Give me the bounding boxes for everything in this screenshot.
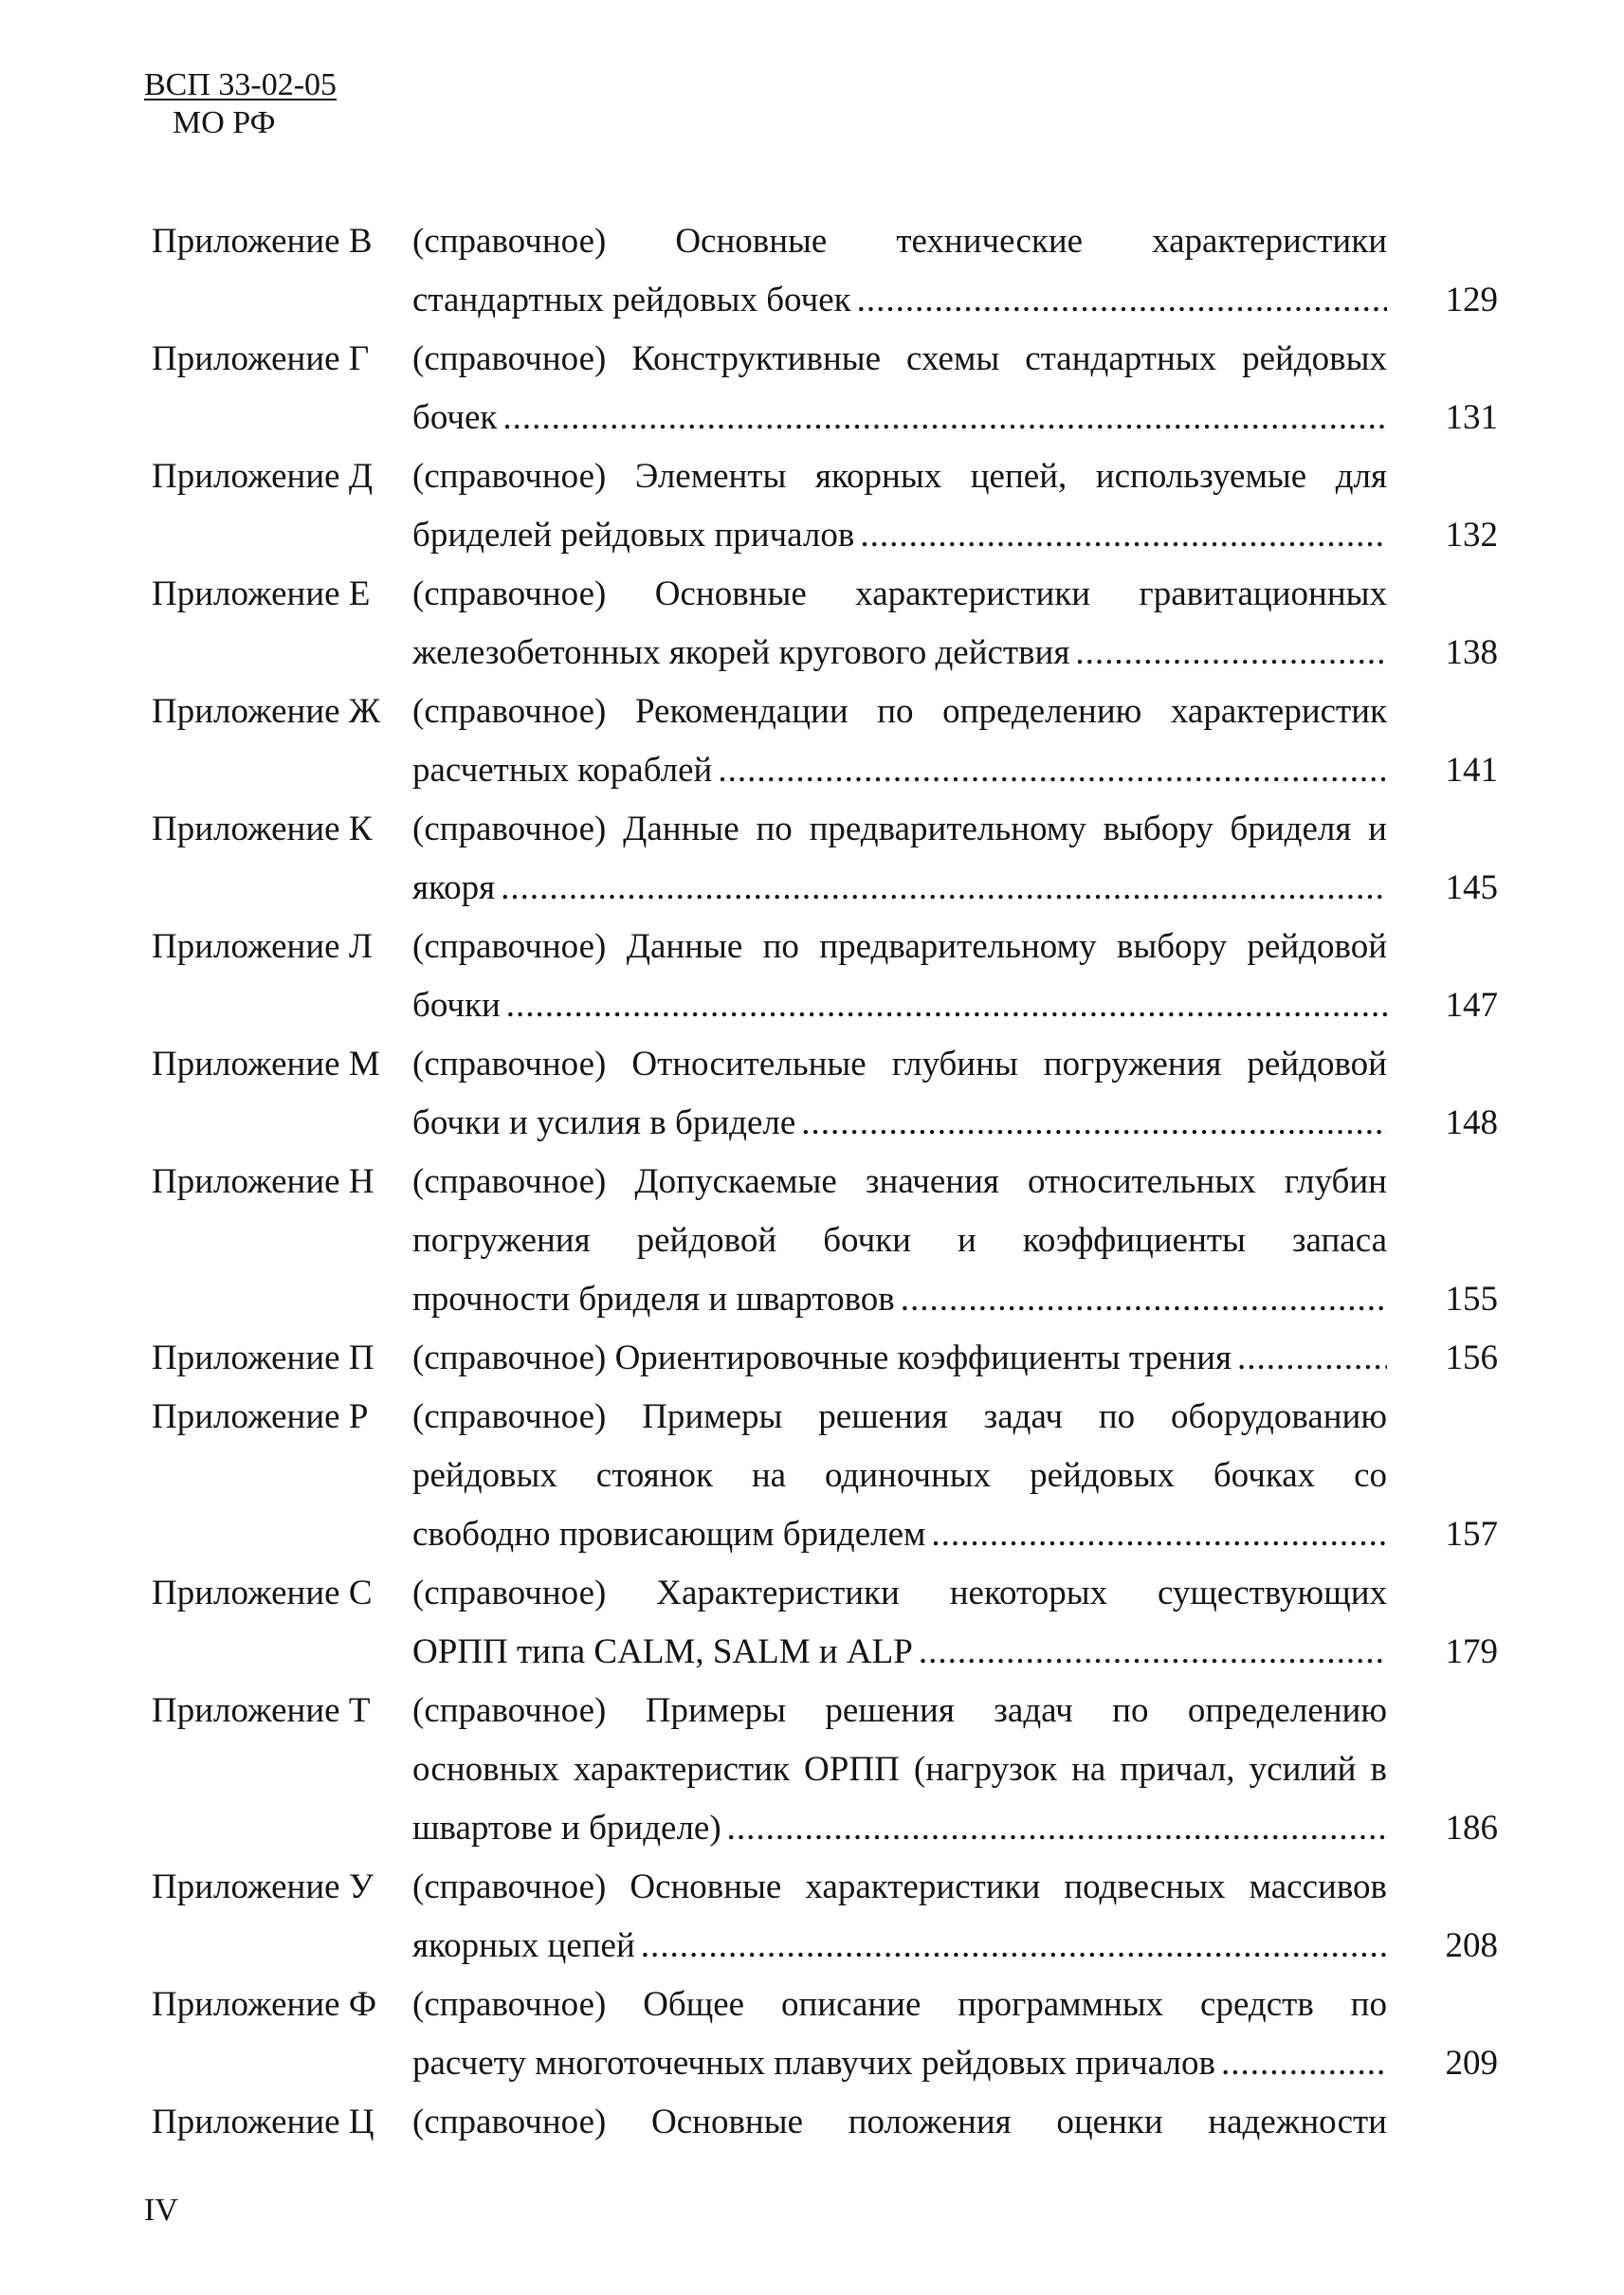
title-line-text: (справочное) Элементы якорных цепей, используемые для bbox=[412, 457, 1387, 496]
page-number: 141 bbox=[1445, 751, 1498, 790]
page-number: 156 bbox=[1445, 1339, 1498, 1377]
title-line-text: (справочное) Основные характеристики подвесных массивов bbox=[412, 1867, 1387, 1906]
dot-leader bbox=[901, 1270, 1387, 1329]
appendix-label: Приложение Ц bbox=[152, 2103, 374, 2141]
title-line bbox=[412, 1447, 1498, 1505]
title-line-text: (справочное) Примеры решения задач по оборудованию bbox=[412, 1397, 1387, 1436]
dot-leader bbox=[502, 389, 1387, 447]
page-number: 157 bbox=[1445, 1515, 1498, 1554]
title-last-line-text bbox=[412, 859, 1387, 918]
appendix-label: Приложение Ж bbox=[152, 692, 380, 731]
title-last-line bbox=[412, 1917, 1498, 1976]
appendix-title bbox=[412, 918, 1498, 1035]
title-text: расчету многоточечных плавучих рейдовых причалов bbox=[412, 2044, 1215, 2083]
title-last-line-text bbox=[412, 1917, 1387, 1976]
dot-leader bbox=[857, 271, 1387, 330]
organization: МО РФ bbox=[173, 105, 276, 140]
title-last-line bbox=[412, 976, 1498, 1035]
title-last-line-text bbox=[412, 624, 1387, 683]
title-last-line bbox=[412, 624, 1498, 683]
title-text: бочки и усилия в бриделе bbox=[412, 1103, 796, 1142]
title-line-text: (справочное) Основные технические характеристики bbox=[412, 222, 1387, 261]
title-text: стандартных рейдовых бочек bbox=[412, 281, 851, 319]
page-number: 132 bbox=[1445, 516, 1498, 555]
title-text: ОРПП типа CALM, SALM и ALP bbox=[412, 1632, 913, 1671]
title-last-line-text bbox=[412, 389, 1387, 447]
appendix-label: Приложение Е bbox=[152, 574, 371, 613]
appendix-title bbox=[412, 447, 1498, 565]
title-last-line bbox=[412, 1623, 1498, 1682]
page-number: 138 bbox=[1445, 633, 1498, 672]
title-line-text: (справочное) Конструктивные схемы стандартных рейдовых bbox=[412, 339, 1387, 378]
appendix-title bbox=[412, 1682, 1498, 1858]
toc-entry bbox=[152, 1976, 1498, 2093]
appendix-label: Приложение К bbox=[152, 810, 373, 848]
title-line bbox=[412, 683, 1498, 741]
title-line bbox=[412, 447, 1498, 506]
title-line bbox=[412, 1211, 1498, 1270]
appendix-title bbox=[412, 212, 1498, 330]
appendix-title bbox=[412, 1035, 1498, 1153]
appendix-label: Приложение Ф bbox=[152, 1985, 377, 2024]
title-line-text: (справочное) Основные характеристики гравитационных bbox=[412, 574, 1387, 613]
page-number: 145 bbox=[1445, 868, 1498, 907]
toc-entry bbox=[152, 212, 1498, 330]
title-line-text: (справочное) Характеристики некоторых существующих bbox=[412, 1574, 1387, 1612]
title-line-text: (справочное) Рекомендации по определению характеристик bbox=[412, 692, 1387, 731]
dot-leader bbox=[641, 1917, 1387, 1976]
title-line bbox=[412, 1682, 1498, 1740]
appendix-label: Приложение У bbox=[152, 1867, 374, 1906]
title-last-line-text bbox=[412, 1329, 1387, 1388]
page-number: 208 bbox=[1445, 1926, 1498, 1965]
toc-entry bbox=[152, 1858, 1498, 1976]
title-line-text: (справочное) Относительные глубины погружения рейдовой bbox=[412, 1045, 1387, 1084]
appendix-label: Приложение П bbox=[152, 1339, 374, 1377]
title-line bbox=[412, 1740, 1498, 1799]
appendix-title bbox=[412, 2093, 1498, 2152]
toc-entry bbox=[152, 565, 1498, 683]
title-line bbox=[412, 2093, 1498, 2152]
appendix-title bbox=[412, 565, 1498, 683]
title-line-text: (справочное) Общее описание программных средств по bbox=[412, 1985, 1387, 2024]
title-text: бочки bbox=[412, 986, 501, 1025]
title-last-line-text bbox=[412, 1270, 1387, 1329]
appendix-title bbox=[412, 1858, 1498, 1976]
title-last-line-text bbox=[412, 1799, 1387, 1858]
title-last-line-text bbox=[412, 1623, 1387, 1682]
title-last-line bbox=[412, 1270, 1498, 1329]
title-last-line bbox=[412, 859, 1498, 918]
title-last-line-text bbox=[412, 741, 1387, 800]
dot-leader bbox=[931, 1505, 1387, 1564]
title-line-text: рейдовых стоянок на одиночных рейдовых бочках со bbox=[412, 1456, 1387, 1495]
title-text: расчетных кораблей bbox=[412, 751, 713, 790]
toc-entry bbox=[152, 1153, 1498, 1329]
toc-entry bbox=[152, 800, 1498, 918]
toc-entry bbox=[152, 918, 1498, 1035]
title-last-line bbox=[412, 741, 1498, 800]
title-text: свободно провисающим бриделем bbox=[412, 1515, 926, 1554]
title-last-line bbox=[412, 271, 1498, 330]
title-text: прочности бриделя и швартовов bbox=[412, 1280, 895, 1319]
appendix-label: Приложение В bbox=[152, 222, 373, 261]
page-number: 131 bbox=[1445, 398, 1498, 437]
title-last-line-text bbox=[412, 2034, 1387, 2093]
dot-leader bbox=[727, 1799, 1387, 1858]
appendix-label: Приложение Р bbox=[152, 1397, 369, 1436]
dot-leader bbox=[860, 506, 1387, 565]
appendix-title bbox=[412, 800, 1498, 918]
title-line bbox=[412, 1858, 1498, 1917]
title-last-line-text bbox=[412, 506, 1387, 565]
title-text: (справочное) Ориентировочные коэффициенты трения bbox=[412, 1339, 1232, 1377]
toc-entry bbox=[152, 1329, 1498, 1388]
dot-leader bbox=[1237, 1329, 1387, 1388]
dot-leader bbox=[919, 1623, 1387, 1682]
title-text: бочек bbox=[412, 398, 498, 437]
appendix-label: Приложение Т bbox=[152, 1691, 371, 1730]
appendix-title bbox=[412, 1153, 1498, 1329]
page-number: 147 bbox=[1445, 986, 1498, 1025]
title-line-text: (справочное) Примеры решения задач по определению bbox=[412, 1691, 1387, 1730]
toc-entry bbox=[152, 1035, 1498, 1153]
toc-entry bbox=[152, 2093, 1498, 2152]
title-line-text: (справочное) Основные положения оценки надежности bbox=[412, 2103, 1387, 2141]
title-line bbox=[412, 1035, 1498, 1094]
title-last-line-text bbox=[412, 1094, 1387, 1153]
page-number: 186 bbox=[1445, 1809, 1498, 1848]
appendix-title bbox=[412, 330, 1498, 447]
title-line-text: (справочное) Данные по предварительному выбору рейдовой bbox=[412, 927, 1387, 966]
title-line-text: (справочное) Допускаемые значения относительных глубин bbox=[412, 1162, 1387, 1201]
dot-leader bbox=[506, 976, 1387, 1035]
title-line bbox=[412, 1976, 1498, 2034]
title-text: железобетонных якорей кругового действия bbox=[412, 633, 1070, 672]
title-line bbox=[412, 212, 1498, 271]
title-line-text: погружения рейдовой бочки и коэффициенты запаса bbox=[412, 1221, 1387, 1260]
toc-entry bbox=[152, 683, 1498, 800]
appendix-title bbox=[412, 1976, 1498, 2093]
page-number: 148 bbox=[1445, 1103, 1498, 1142]
title-line bbox=[412, 565, 1498, 624]
title-line bbox=[412, 918, 1498, 976]
toc-entry bbox=[152, 1682, 1498, 1858]
appendix-title bbox=[412, 1564, 1498, 1682]
appendix-label: Приложение Д bbox=[152, 457, 374, 496]
appendix-label: Приложение М bbox=[152, 1045, 380, 1084]
title-line bbox=[412, 1388, 1498, 1447]
dot-leader bbox=[501, 859, 1387, 918]
appendix-label: Приложение Г bbox=[152, 339, 370, 378]
page-number: 155 bbox=[1445, 1280, 1498, 1319]
dot-leader bbox=[1075, 624, 1387, 683]
appendix-title bbox=[412, 1329, 1498, 1388]
title-last-line-text bbox=[412, 271, 1387, 330]
dot-leader bbox=[1221, 2034, 1387, 2093]
title-last-line bbox=[412, 1505, 1498, 1564]
title-last-line bbox=[412, 1094, 1498, 1153]
title-line bbox=[412, 1564, 1498, 1623]
title-last-line-text bbox=[412, 1505, 1387, 1564]
page-number: 179 bbox=[1445, 1632, 1498, 1671]
table-of-contents bbox=[152, 212, 1498, 2152]
title-last-line-text bbox=[412, 976, 1387, 1035]
title-last-line bbox=[412, 389, 1498, 447]
document-code: ВСП 33-02-05 bbox=[144, 67, 338, 102]
title-text: бриделей рейдовых причалов bbox=[412, 516, 855, 555]
dot-leader bbox=[801, 1094, 1387, 1153]
title-last-line bbox=[412, 1799, 1498, 1858]
page-number: 129 bbox=[1445, 281, 1498, 319]
title-last-line bbox=[412, 506, 1498, 565]
appendix-label: Приложение С bbox=[152, 1574, 373, 1612]
toc-entry bbox=[152, 447, 1498, 565]
title-line bbox=[412, 800, 1498, 859]
appendix-label: Приложение Л bbox=[152, 927, 373, 966]
title-line bbox=[412, 1153, 1498, 1211]
toc-entry bbox=[152, 1564, 1498, 1682]
title-text: якорных цепей bbox=[412, 1926, 635, 1965]
title-last-line bbox=[412, 1329, 1498, 1388]
title-line-text: (справочное) Данные по предварительному выбору бриделя и bbox=[412, 810, 1387, 848]
title-text: швартове и бриделе) bbox=[412, 1809, 721, 1848]
title-last-line bbox=[412, 2034, 1498, 2093]
appendix-title bbox=[412, 683, 1498, 800]
title-line bbox=[412, 330, 1498, 389]
page-header bbox=[144, 66, 337, 142]
toc-entry bbox=[152, 1388, 1498, 1564]
dot-leader bbox=[718, 741, 1387, 800]
toc-entry bbox=[152, 330, 1498, 447]
title-line-text: основных характеристик ОРПП (нагрузок на причал, усилий в bbox=[412, 1750, 1387, 1789]
page-number-roman: IV bbox=[144, 2193, 178, 2228]
appendix-label: Приложение Н bbox=[152, 1162, 374, 1201]
appendix-title bbox=[412, 1388, 1498, 1564]
title-text: якоря bbox=[412, 868, 496, 907]
page-number: 209 bbox=[1445, 2044, 1498, 2083]
